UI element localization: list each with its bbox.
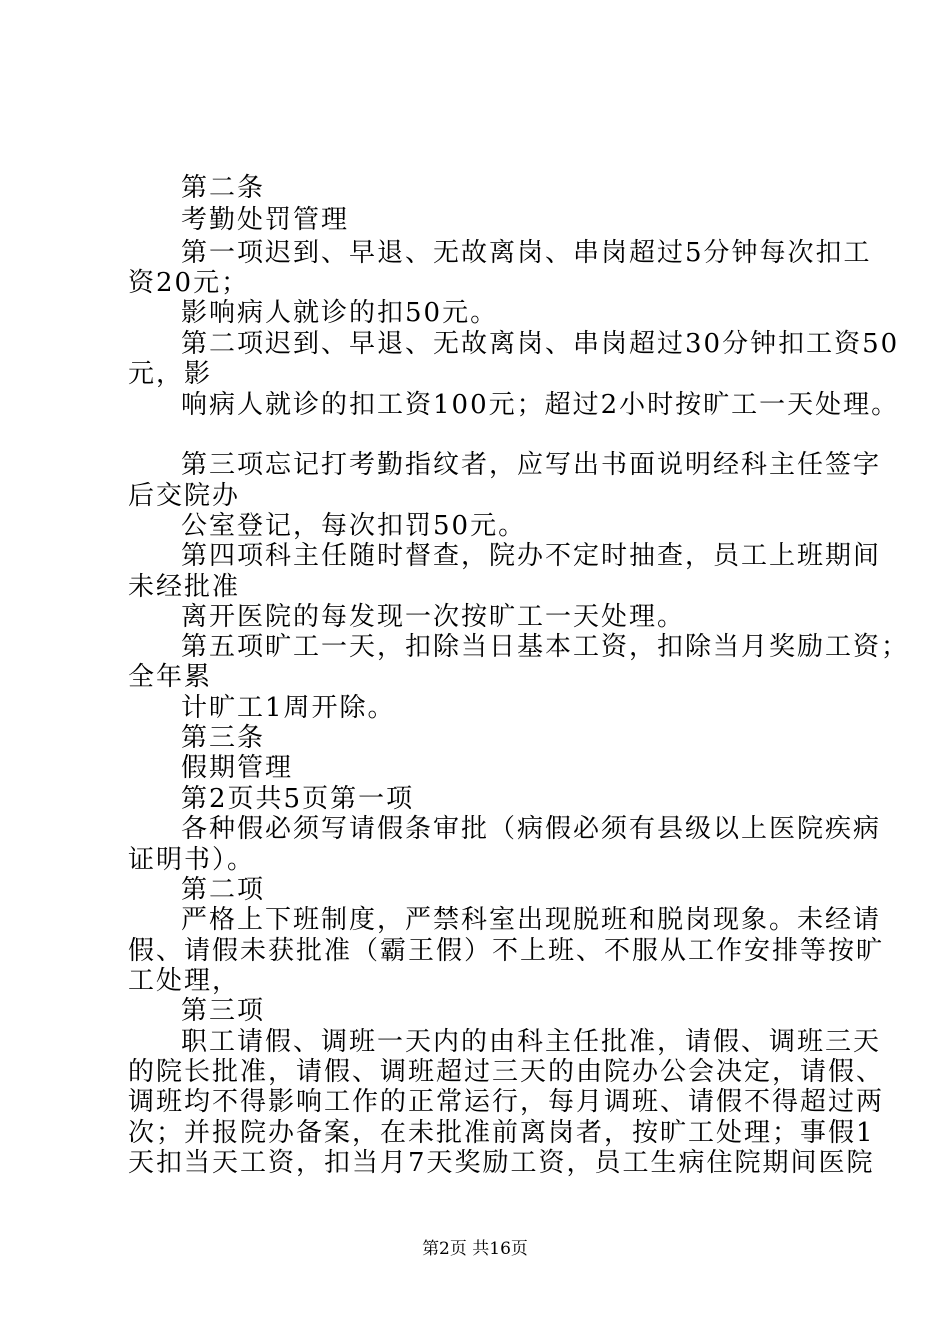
text-line: 第三条 xyxy=(181,723,266,753)
text-line: 未经批准 xyxy=(128,572,241,602)
text-line: 影响病人就诊的扣50元。 xyxy=(181,298,499,328)
text-line: 元，影 xyxy=(128,359,213,389)
text-line: 第三项忘记打考勤指纹者，应写出书面说明经科主任签字 xyxy=(181,450,882,480)
text-line: 第二项 xyxy=(181,875,266,905)
text-line: 假期管理 xyxy=(181,753,294,783)
text-line: 第三项 xyxy=(181,996,266,1026)
text-line: 各种假必须写请假条审批（病假必须有县级以上医院疾病 xyxy=(181,814,882,844)
text-line: 严格上下班制度，严禁科室出现脱班和脱岗现象。未经请 xyxy=(181,905,882,935)
text-line: 全年累 xyxy=(128,662,213,692)
text-line: 第二项迟到、早退、无故离岗、串岗超过30分钟扣工资50 xyxy=(181,329,900,359)
text-line: 响病人就诊的扣工资100元；超过2小时按旷工一天处理。 xyxy=(181,390,900,420)
page-number-footer: 第2页 共16页 xyxy=(422,1239,528,1259)
text-line: 第一项迟到、早退、无故离岗、串岗超过5分钟每次扣工 xyxy=(181,238,872,268)
text-line: 考勤处罚管理 xyxy=(181,205,350,235)
text-line: 职工请假、调班一天内的由科主任批准，请假、调班三天 xyxy=(181,1027,882,1057)
text-line: 资20元； xyxy=(128,268,250,298)
text-line: 次；并报院办备案，在未批准前离岗者，按旷工处理；事假1 xyxy=(128,1118,875,1148)
text-line: 第五项旷工一天，扣除当日基本工资，扣除当月奖励工资； xyxy=(181,632,910,662)
text-line: 工处理， xyxy=(128,966,241,996)
text-line: 天扣当天工资，扣当月7天奖励工资，员工生病住院期间医院 xyxy=(128,1148,875,1178)
text-line: 公室登记，每次扣罚50元。 xyxy=(181,511,527,541)
text-line: 后交院办 xyxy=(128,481,241,511)
text-line: 离开医院的每发现一次按旷工一天处理。 xyxy=(181,602,686,632)
text-line: 第四项科主任随时督查，院办不定时抽查，员工上班期间 xyxy=(181,541,882,571)
text-line: 调班均不得影响工作的正常运行，每月调班、请假不得超过两 xyxy=(128,1087,885,1117)
text-line: 假、请假未获批准（霸王假）不上班、不服从工作安排等按旷 xyxy=(128,936,885,966)
text-line: 的院长批准，请假、调班超过三天的由院办公会决定，请假、 xyxy=(128,1057,885,1087)
text-line: 第二条 xyxy=(181,173,266,203)
text-line: 计旷工1周开除。 xyxy=(181,693,396,723)
text-line: 证明书）。 xyxy=(128,845,256,875)
text-line: 第2页共5页第一项 xyxy=(181,784,415,814)
